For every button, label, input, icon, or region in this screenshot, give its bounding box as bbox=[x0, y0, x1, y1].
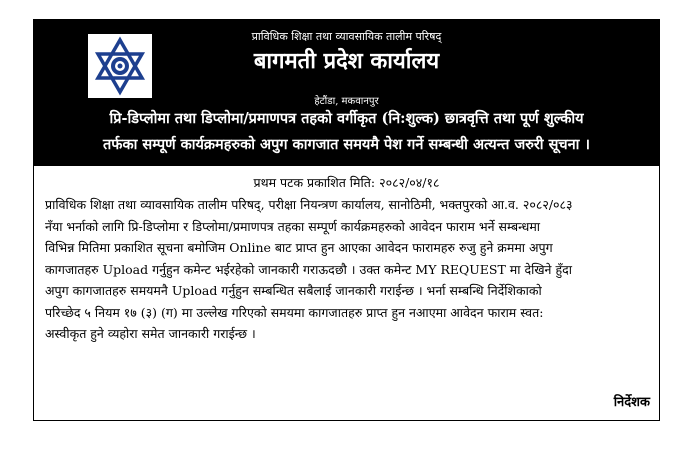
office-name: बागमती प्रदेश कार्यालय bbox=[253, 48, 440, 74]
body-line: अस्वीकृत हुने व्यहोरा समेत जानकारी गराईन्छ । bbox=[45, 326, 256, 341]
body-line: नँया भर्नाको लागि प्रि-डिप्लोमा र डिप्लोमा/प्रमाणपत्र तहका सम्पूर्ण कार्यक्रमहरुको आवेदन फाराम भर्ने सम्बन्धमा bbox=[45, 218, 541, 234]
body-line: प्राविधिक शिक्षा तथा व्यावसायिक तालीम परिषद्, परीक्षा नियन्त्रण कार्यालय, सानोठिमी, भक्तपुरको आ.व. २०८२/०८३ bbox=[45, 197, 573, 212]
published-date: प्रथम पटक प्रकाशित मिति: २०८२/०४/१८ bbox=[253, 175, 440, 190]
body-line: कागजातहरु Upload गर्नुहुन कमेन्ट भईरहेको जानकारी गराऊदछौ । उक्त कमेन्ट MY REQUEST मा देखिने हुँदा bbox=[45, 261, 572, 277]
office-address: हेटौंडा, मकवानपुर bbox=[314, 96, 379, 107]
notice-body bbox=[45, 194, 649, 345]
signature-designation: निर्देशक bbox=[613, 395, 650, 410]
body-line: अपुग कागजातहरु समयमनै Upload गर्नुहुन सम्बन्धित सबैलाई जानकारी गराईन्छ । भर्ना सम्बन्धि निर्देशिकाको bbox=[45, 283, 542, 298]
body-line: परिच्छेद ५ नियम १७ (३) (ग) मा उल्लेख गरिएको समयमा कागजातहरु प्राप्त हुन नआएमा आवेदन फाराम स्वत: bbox=[45, 304, 544, 320]
notice-headline-line-2: तर्फका सम्पूर्ण कार्यक्रमहरुको अपुग कागजात समयमै पेश गर्ने सम्बन्धी अत्यन्त जरुरी सूचना । bbox=[103, 136, 590, 153]
notice-header bbox=[34, 20, 659, 166]
notice-frame bbox=[33, 19, 660, 421]
organization-name: प्राविधिक शिक्षा तथा व्यावसायिक तालीम परिषद् bbox=[251, 30, 442, 43]
notice-headline-line-1: प्रि-डिप्लोमा तथा डिप्लोमा/प्रमाणपत्र तहको वर्गीकृत (नि:शुल्क) छात्रवृत्ति तथा पूर्ण शुल्कीय bbox=[109, 110, 584, 127]
body-line: विभिन्न मितिमा प्रकाशित सूचना बमोजिम Online बाट प्राप्त हुन आएका आवेदन फारामहरु रुजु हुने क्रममा अपुग bbox=[45, 240, 553, 255]
